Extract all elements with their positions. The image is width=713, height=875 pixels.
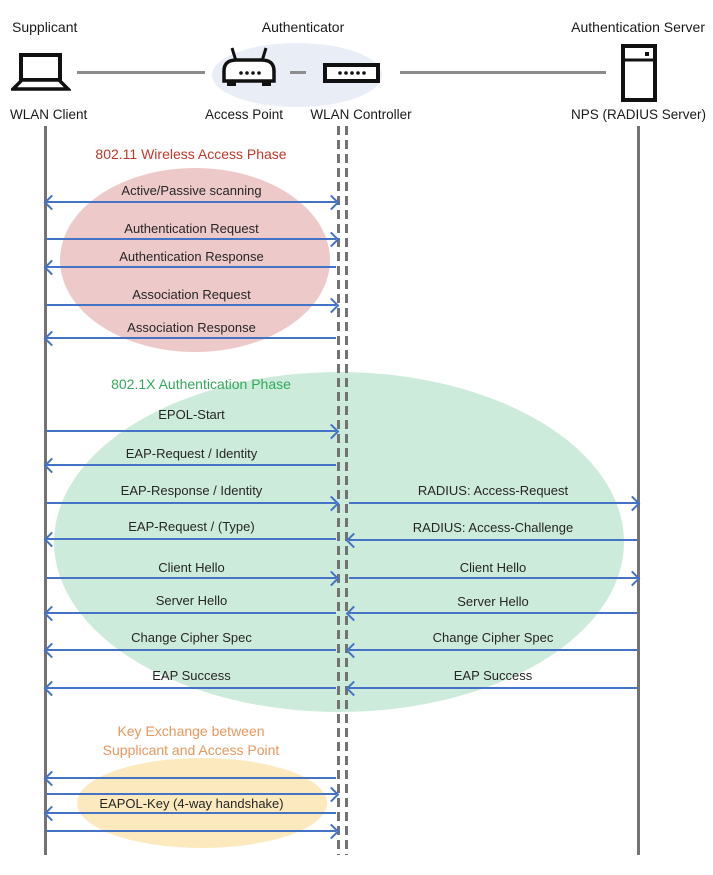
message-arrow-left xyxy=(349,649,637,651)
message-arrow-left xyxy=(47,649,336,651)
message-arrow-right xyxy=(47,238,336,240)
wlan-controller-icon xyxy=(323,63,380,83)
message-arrow-right xyxy=(349,577,637,579)
phase-title-key-exchange xyxy=(60,722,322,760)
message-arrow-left xyxy=(47,337,336,339)
message-arrow-right xyxy=(47,793,336,795)
message-label: RADIUS: Access-Challenge xyxy=(412,520,574,535)
message-arrow-left xyxy=(47,612,336,614)
message-arrow-right xyxy=(47,577,336,579)
node-label-access-point: Access Point xyxy=(204,107,284,122)
lifeline-wlan-controller-right xyxy=(345,126,348,855)
message-label: EAP Success xyxy=(152,668,231,683)
message-arrow-left xyxy=(349,612,637,614)
message-label: Active/Passive scanning xyxy=(121,183,262,198)
message-arrow-right xyxy=(47,830,336,832)
lifeline-nps-server xyxy=(637,126,640,855)
message-label: EPOL-Start xyxy=(158,407,225,422)
message-arrow-right xyxy=(47,430,336,432)
connector-controller-server xyxy=(400,71,606,74)
message-label: Server Hello xyxy=(457,594,529,609)
message-arrow-left xyxy=(47,464,336,466)
message-label: Association Response xyxy=(127,320,256,335)
message-arrow-left xyxy=(47,266,336,268)
message-arrow-right xyxy=(47,502,336,504)
message-label: Client Hello xyxy=(459,560,527,575)
message-arrow-left xyxy=(47,687,336,689)
message-label: Association Request xyxy=(132,287,251,302)
phase-title-key-exchange-line1: Key Exchange between xyxy=(117,723,265,739)
message-arrow-left xyxy=(349,539,637,541)
role-authentication-server-label: Authentication Server xyxy=(571,19,705,35)
role-authenticator-label: Authenticator xyxy=(261,19,345,35)
message-label: EAP-Request / (Type) xyxy=(128,519,255,534)
lifeline-wlan-controller-left xyxy=(337,126,340,855)
connector-client-ap xyxy=(77,71,205,74)
message-arrow-right xyxy=(47,304,336,306)
server-icon xyxy=(621,44,657,102)
message-label: Server Hello xyxy=(155,593,228,608)
message-label: EAP-Request / Identity xyxy=(125,446,258,461)
node-label-nps-server: NPS (RADIUS Server) xyxy=(570,107,706,122)
message-label: Client Hello xyxy=(158,560,225,575)
laptop-icon xyxy=(11,52,71,94)
message-label: EAP-Response / Identity xyxy=(120,483,263,498)
message-label: Authentication Request xyxy=(124,221,259,236)
message-label: Change Cipher Spec xyxy=(432,630,554,645)
message-arrow-right xyxy=(349,502,637,504)
connector-ap-controller xyxy=(290,71,306,74)
access-point-icon xyxy=(220,45,278,91)
node-label-wlan-controller: WLAN Controller xyxy=(310,107,412,122)
message-arrow-left xyxy=(47,538,336,540)
role-supplicant-label: Supplicant xyxy=(12,19,78,35)
message-arrow-left xyxy=(47,777,336,779)
message-arrow-left xyxy=(47,812,336,814)
message-arrow-both xyxy=(47,201,336,203)
message-label: EAP Success xyxy=(453,668,533,683)
message-label: Change Cipher Spec xyxy=(131,630,252,645)
phase-title-key-exchange-line2: Supplicant and Access Point xyxy=(102,742,280,758)
message-label: Authentication Response xyxy=(119,249,264,264)
message-label: RADIUS: Access-Request xyxy=(417,483,569,498)
message-arrow-left xyxy=(349,687,637,689)
phase-title-dot1x-auth: 802.1X Authentication Phase xyxy=(111,376,291,392)
message-label: EAPOL-Key (4-way handshake) xyxy=(99,796,284,811)
phase-title-wireless-access: 802.11 Wireless Access Phase xyxy=(95,146,287,162)
node-label-wlan-client: WLAN Client xyxy=(10,107,88,122)
